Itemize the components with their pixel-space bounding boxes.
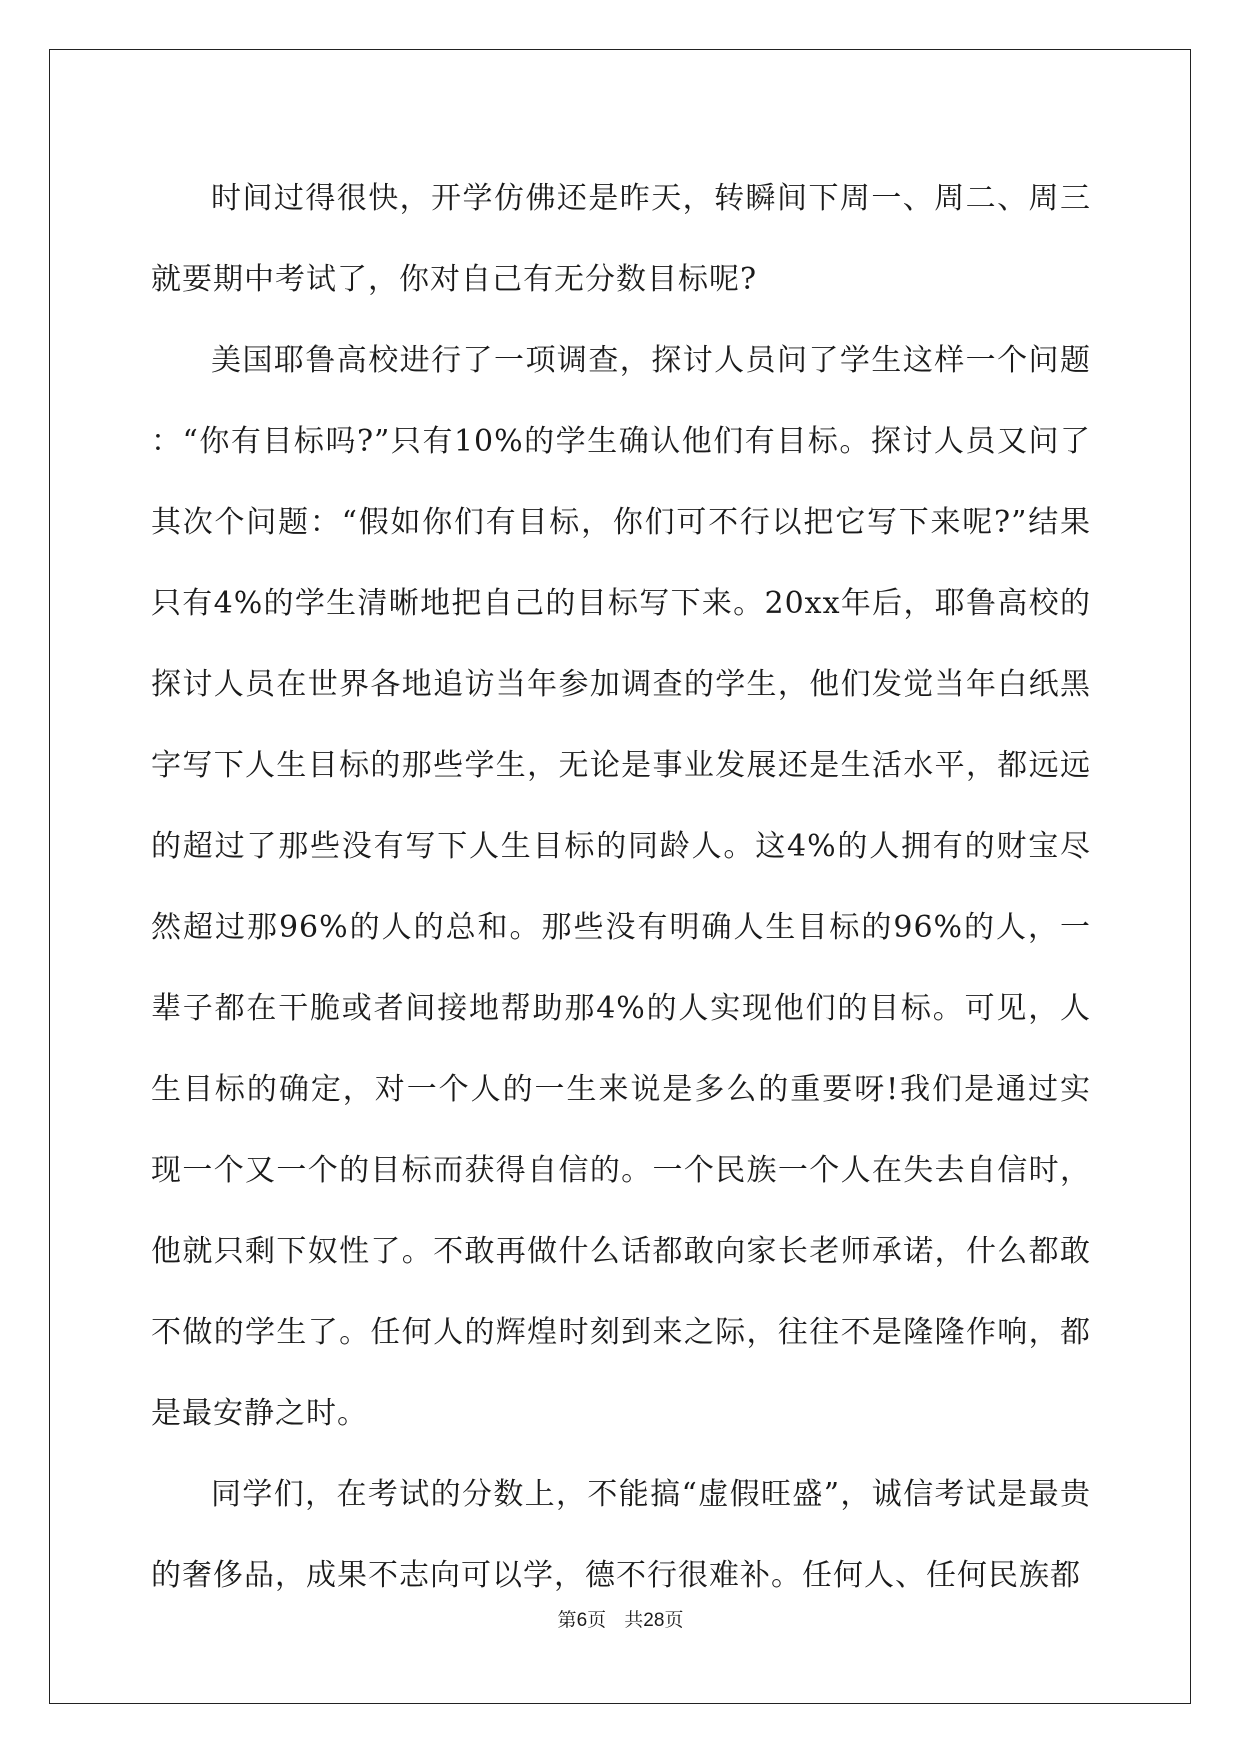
paragraph-2: 美国耶鲁高校进行了一项调查，探讨人员问了学生这样一个问题：“你有目标吗?”只有10%的学生确认他们有目标。探讨人员又问了其次个问题：“假如你们有目标，你们可不行以把它写下来呢?”结果只有4%的学生清晰地把自己的目标写下来。20xx年后，耶鲁高校的探讨人员在世界各地追访当年参加调查的学生，他们发觉当年白纸黑字写下人生目标的那些学生，无论是事业发展还是生活水平，都远远的超过了那些没有写下人生目标的同龄人。这4%的人拥有的财宝尽然超过那96%的人的总和。那些没有明确人生目标的96%的人，一辈子都在干脆或者间接地帮助那4%的人实现他们的目标。可见，人生目标的确定，对一个人的一生来说是多么的重要呀!我们是通过实现一个又一个的目标而获得自信的。一个民族一个人在失去自信时，他就只剩下奴性了。不敢再做什么话都敢向家长老师承诺，什么都敢不做的学生了。任何人的辉煌时刻到来之际，往往不是隆隆作响，都是最安静之时。 [151, 343, 1091, 1431]
paragraph-3: 同学们，在考试的分数上，不能搞“虚假旺盛”，诚信考试是最贵的奢侈品，成果不志向可以学，德不行很难补。任何人、任何民族都 [151, 1477, 1091, 1593]
footer-page-number: 6 [576, 1610, 588, 1631]
footer-page-suffix: 页 [587, 1609, 607, 1631]
footer-total-prefix: 共 [624, 1609, 644, 1631]
footer-total-suffix: 页 [664, 1609, 684, 1631]
page-footer [0, 1605, 1241, 1632]
footer-total-pages: 28 [643, 1610, 665, 1631]
footer-page-prefix: 第 [557, 1609, 577, 1631]
document-body [151, 158, 1091, 1616]
paragraph-1: 时间过得很快，开学仿佛还是昨天，转瞬间下周一、周二、周三就要期中考试了，你对自己有无分数目标呢? [151, 181, 1091, 297]
